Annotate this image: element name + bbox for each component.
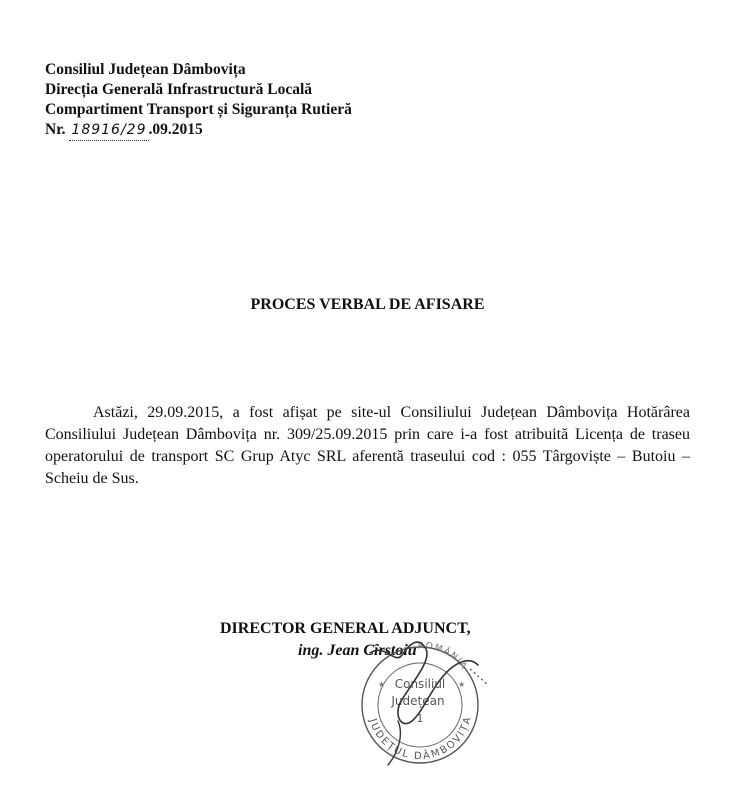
stamp-seal-graphic bbox=[340, 625, 510, 786]
official-stamp bbox=[340, 625, 510, 786]
nr-prefix: Nr. bbox=[45, 121, 66, 138]
svg-text:★: ★ bbox=[458, 680, 466, 689]
body-paragraph: Astăzi, 29.09.2015, a fost afișat pe site-ul Consiliului Județean Dâmbovița Hotărârea Consiliului Județean Dâmbovița nr. 309/25.09.2015 prin care i-a fost atribuită Licența de traseu operatorului de transport SC Grup Atyc SRL aferentă traseului cod : 055 Târgoviște – Butoiu – Scheiu de Sus. bbox=[45, 404, 690, 487]
org-name: Consiliul Județean Dâmbovița bbox=[45, 61, 246, 78]
stamp-ring-text-top: ROMÂNIA bbox=[417, 641, 470, 673]
document-header bbox=[45, 60, 352, 141]
nr-handwritten-day: 29 bbox=[126, 122, 147, 138]
signatory-title: DIRECTOR GENERAL ADJUNCT, bbox=[220, 620, 471, 637]
nr-handwritten bbox=[69, 120, 148, 141]
nr-suffix: .09.2015 bbox=[148, 121, 203, 138]
registration-number bbox=[45, 120, 352, 141]
stamp-line-1: Consiliul bbox=[394, 677, 446, 691]
signatory-name: ing. Jean Cîrstoiu bbox=[298, 642, 417, 659]
svg-text:★: ★ bbox=[378, 680, 386, 689]
org-department: Compartiment Transport și Siguranța Rutieră bbox=[45, 101, 352, 118]
nr-separator: / bbox=[120, 122, 127, 138]
stamp-ring-text: JUDEȚUL DÂMBOVIȚA bbox=[366, 714, 475, 763]
document-body bbox=[45, 402, 690, 490]
org-directorate: Direcția Generală Infrastructură Locală bbox=[45, 81, 313, 98]
svg-text:ROMÂNIA bbox=[418, 641, 470, 672]
stamp-line-3: 1 bbox=[416, 712, 424, 725]
nr-handwritten-number: 18916 bbox=[71, 122, 121, 138]
stamp-line-2: Județean bbox=[391, 694, 445, 708]
document-title: PROCES VERBAL DE AFISARE bbox=[250, 296, 485, 313]
